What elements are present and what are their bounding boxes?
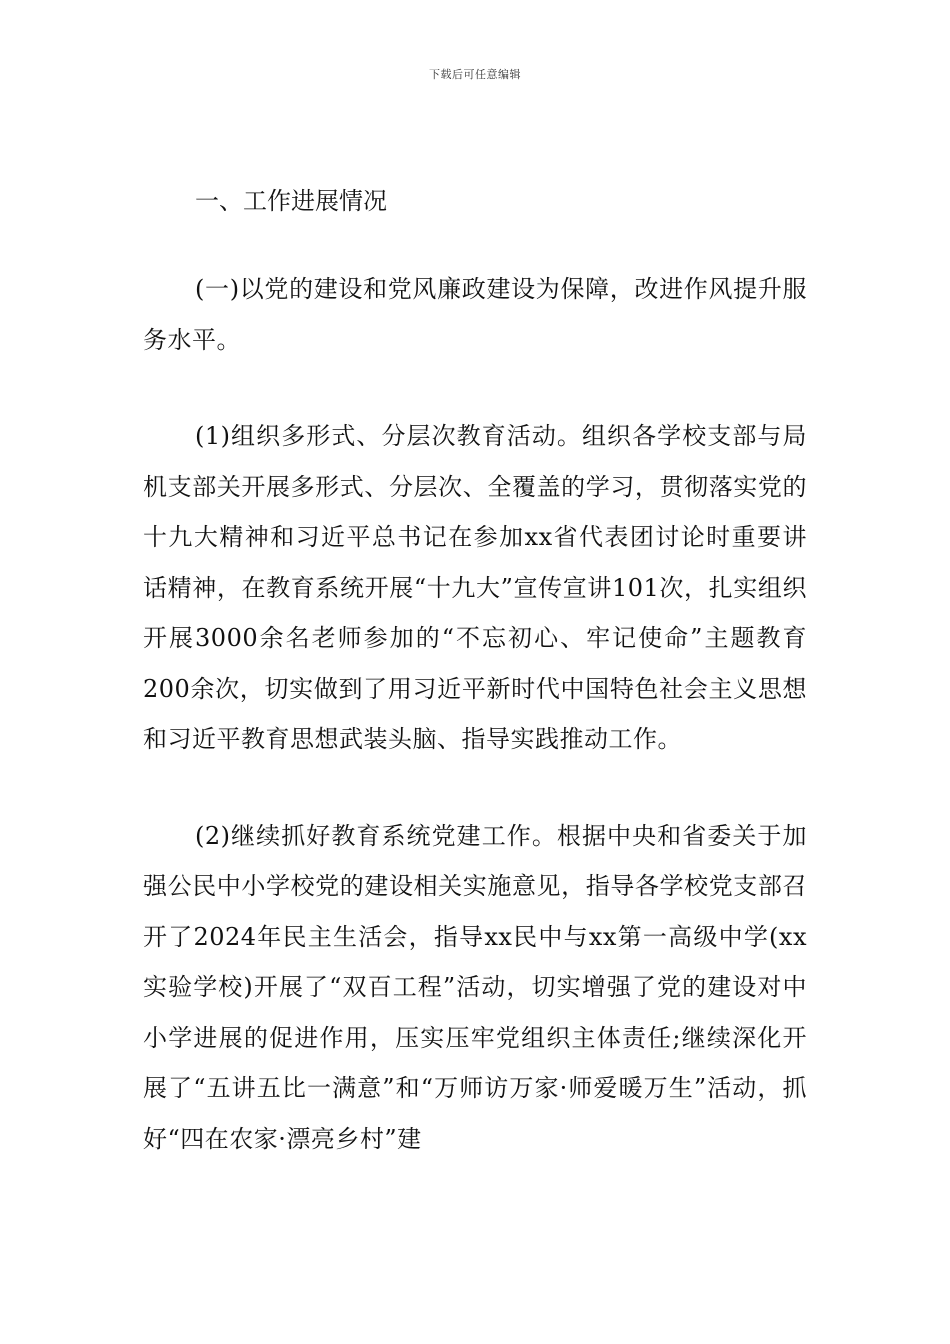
document-body bbox=[143, 176, 807, 1164]
paragraph-subsection-title: (一)以党的建设和党风廉政建设为保障，改进作风提升服务水平。 bbox=[143, 275, 807, 354]
paragraph-item-2: (2)继续抓好教育系统党建工作。根据中央和省委关于加强公民中小学校党的建设相关实施意见，指导各学校党支部召开了2024年民主生活会，指导xx民中与xx第一高级中学(xx实验学校)开展了“双百工程”活动，切实增强了党的建设对中小学进展的促进作用，压实压牢党组织主体责任;继续深化开展了“五讲五比一满意”和“万师访万家·师爱暖万生”活动，抓好“四在农家·漂亮乡村”建 bbox=[143, 821, 807, 1153]
section-heading: 一、工作进展情况 bbox=[195, 187, 387, 215]
paragraph-item-1: (1)组织多形式、分层次教育活动。组织各学校支部与局机支部关开展多形式、分层次、全覆盖的学习，贯彻落实党的十九大精神和习近平总书记在参加xx省代表团讨论时重要讲话精神，在教育系统开展“十九大”宣传宣讲101次，扎实组织开展3000余名老师参加的“不忘初心、牢记使命”主题教育200余次，切实做到了用习近平新时代中国特色社会主义思想和习近平教育思想武装头脑、指导实践推动工作。 bbox=[143, 422, 807, 753]
header-note: 下载后可任意编辑 bbox=[429, 68, 521, 81]
